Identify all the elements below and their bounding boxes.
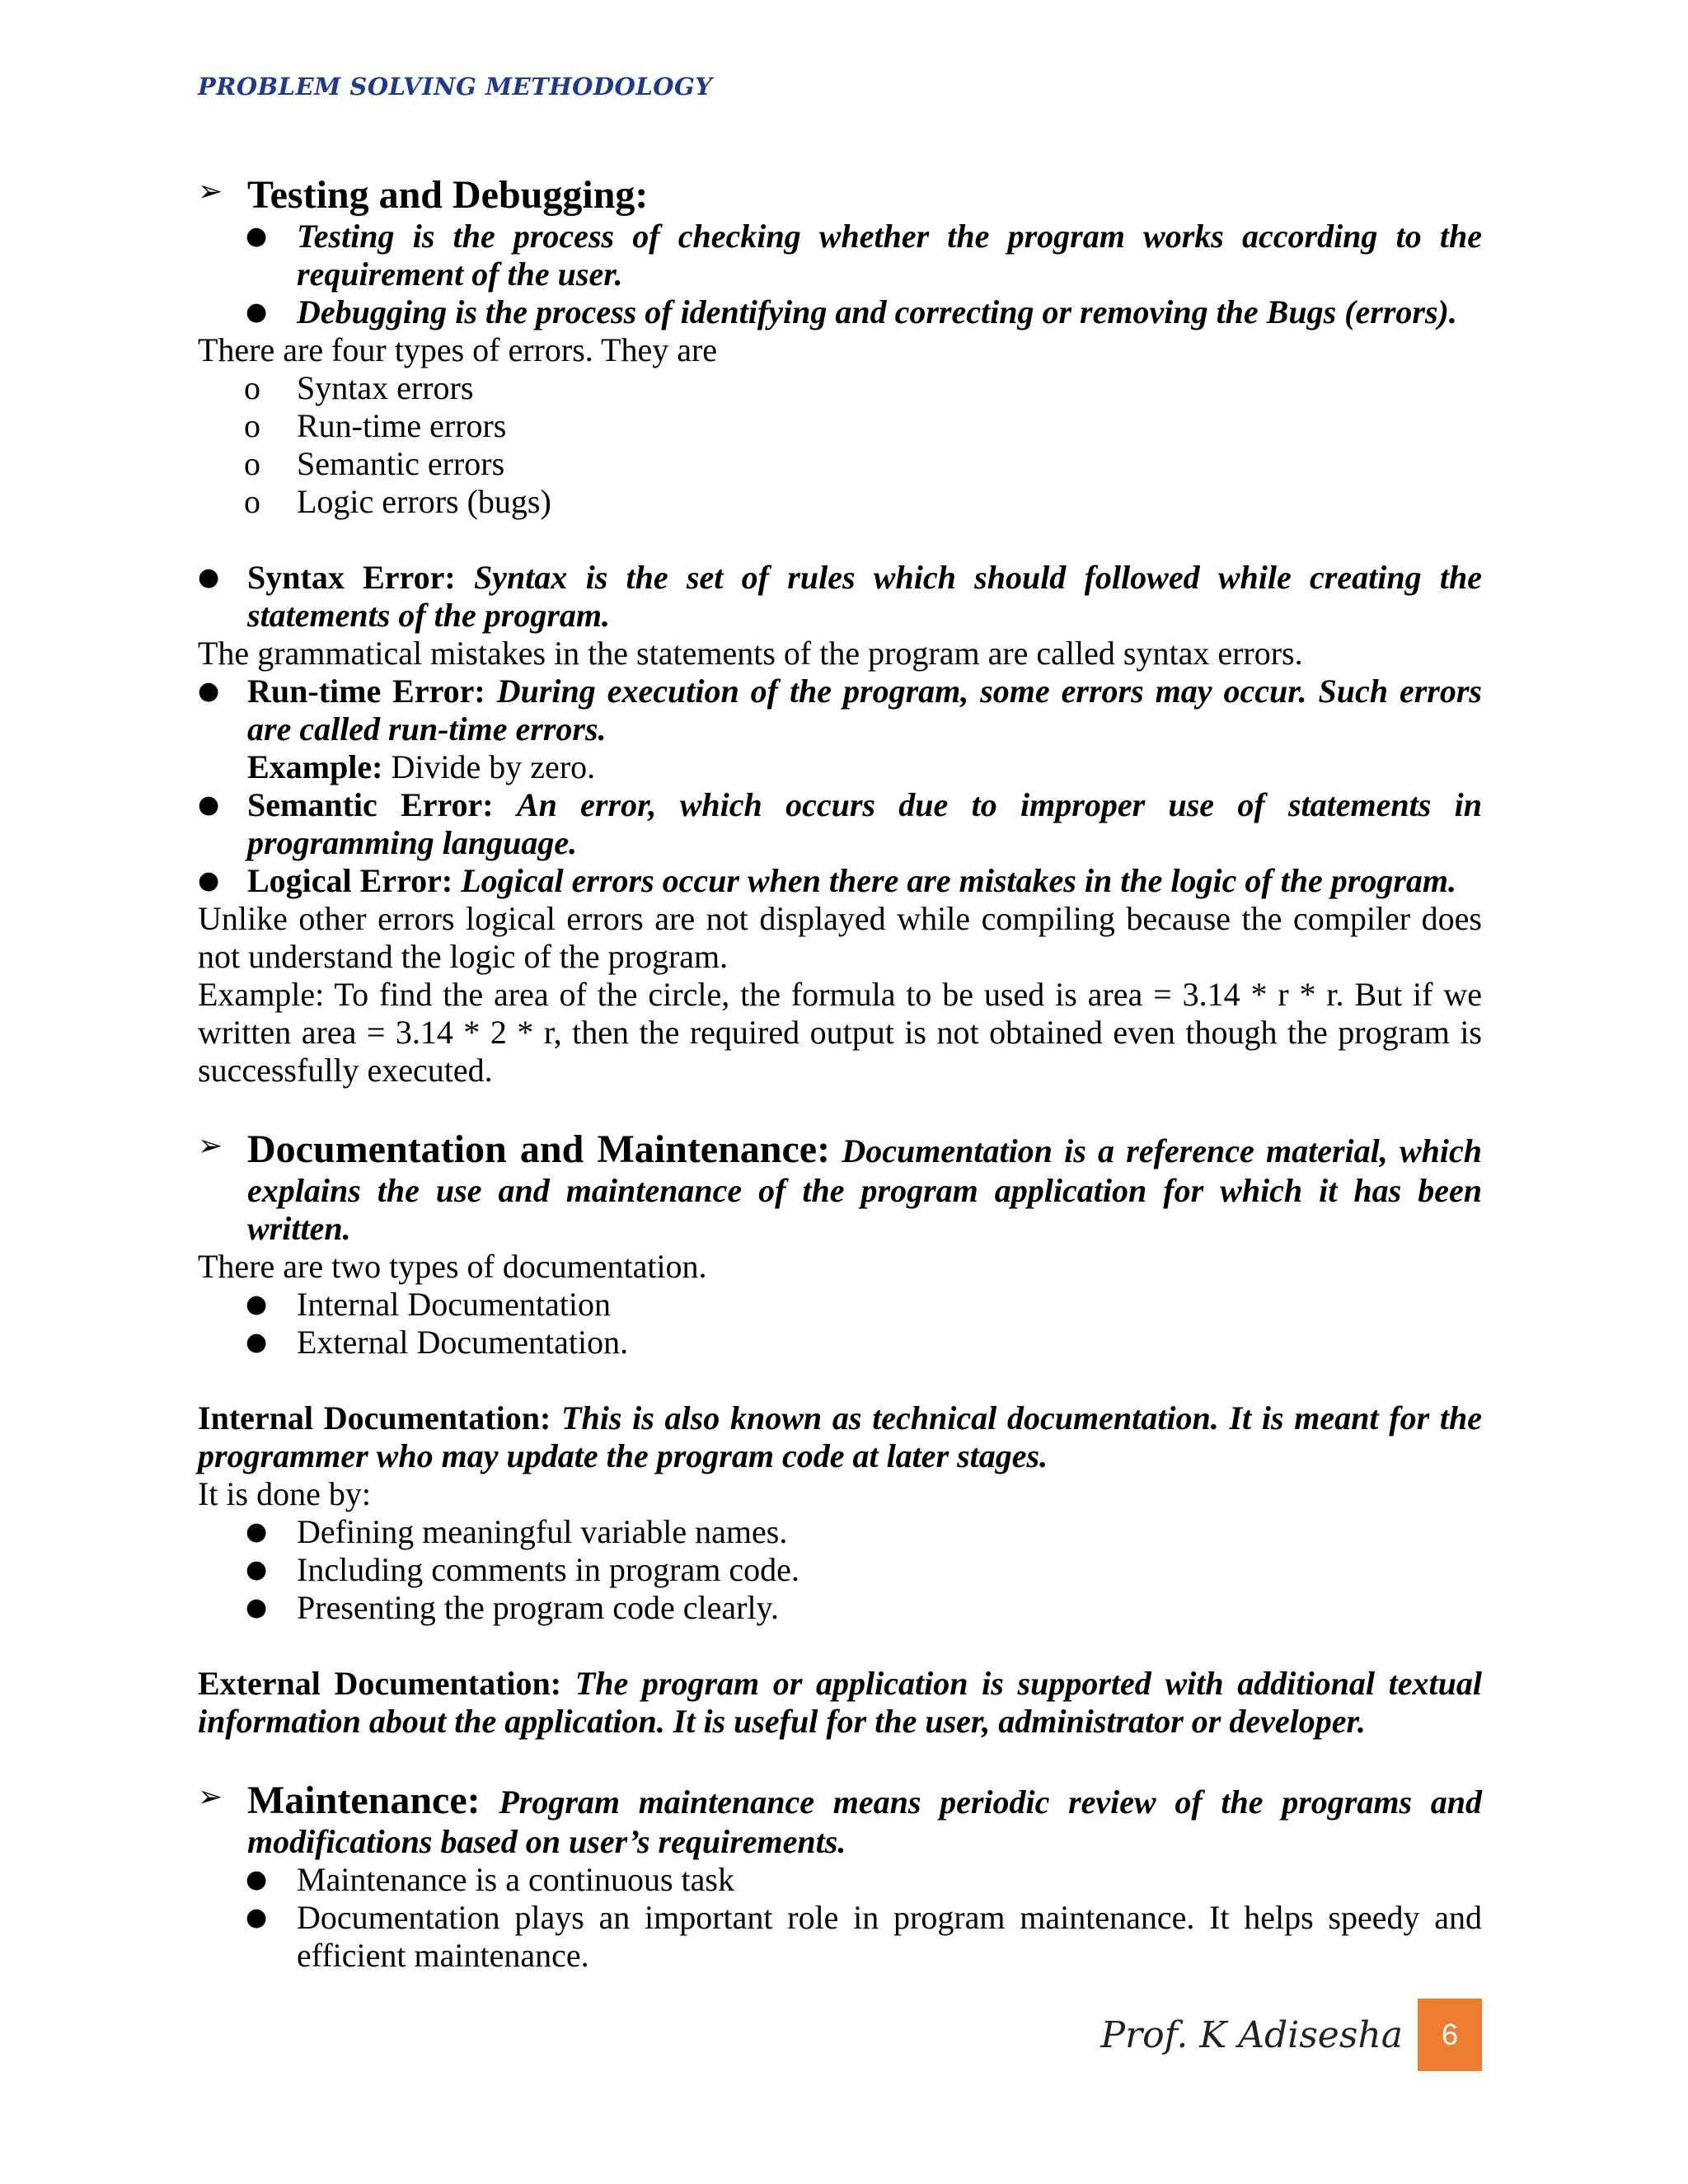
error-type-item: o Run-time errors: [244, 407, 507, 444]
circle-bullet-icon: o: [244, 407, 260, 444]
syntax-error-item: ● Syntax Error: Syntax is the set of rules which should followed while creating the statements of the program.: [198, 559, 1482, 634]
internal-item: ● Presenting the program code clearly.: [246, 1589, 779, 1626]
logical-error-note-1: Unlike other errors logical errors are not displayed while compiling because the compiler does not understand the logic of the program.: [198, 900, 1482, 975]
logical-error-note-2: Example: To find the area of the circle, the formula to be used is area = 3.14 * r * r. But if we written area = 3.14 * 2 * r, then the required output is not obtained even though the program is successfully executed.: [198, 976, 1482, 1089]
internal-documentation: Internal Documentation: This is also known as technical documentation. It is meant for the programmer who may update the program code at later stages.: [198, 1399, 1483, 1474]
bullet-icon: ●: [246, 1290, 268, 1319]
section-heading-maintenance: Maintenance:: [247, 1779, 481, 1822]
section-maintenance: ➢ Maintenance: Program maintenance means periodic review of the programs and modifications based on user’s requirements.: [198, 1779, 1482, 1860]
section-heading-documentation: Documentation and Maintenance:: [247, 1127, 831, 1171]
external-documentation: External Documentation: The program or application is supported with additional textual information about the application. It is useful for the user, administrator or developer.: [198, 1665, 1482, 1740]
page-number-badge: 6: [1418, 1999, 1482, 2071]
circle-bullet-icon: o: [244, 445, 260, 482]
documentation-type-item: ● External Documentation.: [246, 1324, 629, 1361]
internal-item: ● Defining meaningful variable names.: [246, 1513, 788, 1550]
bullet-icon: ●: [246, 1328, 268, 1357]
bullet-icon: ●: [246, 1903, 268, 1932]
bullet-icon: ●: [246, 1865, 268, 1894]
section-testing: [198, 173, 1482, 218]
error-type-item: o Syntax errors: [244, 369, 474, 406]
testing-bullet-1: ● Testing is the process of checking whether the program works according to the requirement of the user.: [246, 218, 1482, 293]
section-documentation: ➢ Documentation and Maintenance: Documentation is a reference material, which explains the use and maintenance of the program application for which it has been written.: [198, 1127, 1483, 1247]
documentation-intro: There are two types of documentation.: [198, 1248, 707, 1285]
page-content: [198, 173, 1482, 1975]
testing-bullet-2: ● Debugging is the process of identifying and correcting or removing the Bugs (errors).: [246, 293, 1457, 330]
error-types-intro: There are four types of errors. They are: [198, 331, 718, 368]
bullet-icon: ●: [246, 1517, 268, 1546]
bullet-icon: ●: [246, 222, 268, 251]
internal-done-by: It is done by:: [198, 1475, 371, 1512]
bullet-icon: ●: [198, 563, 220, 592]
maintenance-item: ● Maintenance is a continuous task: [246, 1861, 734, 1898]
arrow-bullet-icon: ➢: [198, 175, 223, 209]
section-heading-testing: Testing and Debugging:: [247, 173, 649, 217]
bullet-icon: ●: [246, 1593, 268, 1622]
bullet-icon: ●: [246, 1555, 268, 1584]
logical-error-item: ● Logical Error: Logical errors occur when there are mistakes in the logic of the program.: [198, 862, 1456, 899]
syntax-error-note: The grammatical mistakes in the statements of the program are called syntax errors.: [198, 635, 1303, 672]
arrow-bullet-icon: ➢: [198, 1129, 223, 1163]
semantic-error-item: ● Semantic Error: An error, which occurs due to improper use of statements in programming language.: [198, 786, 1482, 861]
runtime-error-item: ● Run-time Error: During execution of the program, some errors may occur. Such errors are called run-time errors. Example: Divide by zero.: [198, 673, 1482, 785]
bullet-icon: ●: [198, 790, 220, 819]
error-type-item: o Semantic errors: [244, 445, 505, 482]
circle-bullet-icon: o: [244, 483, 260, 520]
maintenance-item: ● Documentation plays an important role in program maintenance. It helps speedy and efficient maintenance.: [246, 1899, 1482, 1974]
internal-item: ● Including comments in program code.: [246, 1551, 799, 1588]
documentation-type-item: ● Internal Documentation: [246, 1286, 611, 1323]
bullet-icon: ●: [246, 298, 268, 326]
footer-author: Prof. K Adisesha: [1100, 2013, 1403, 2056]
bullet-icon: ●: [198, 866, 220, 895]
page-footer: [1101, 1999, 1482, 2070]
error-type-item: o Logic errors (bugs): [244, 483, 551, 520]
circle-bullet-icon: o: [244, 369, 260, 406]
running-header: PROBLEM SOLVING METHODOLOGY: [198, 73, 713, 101]
bullet-icon: ●: [198, 677, 220, 705]
arrow-bullet-icon: ➢: [198, 1780, 223, 1814]
